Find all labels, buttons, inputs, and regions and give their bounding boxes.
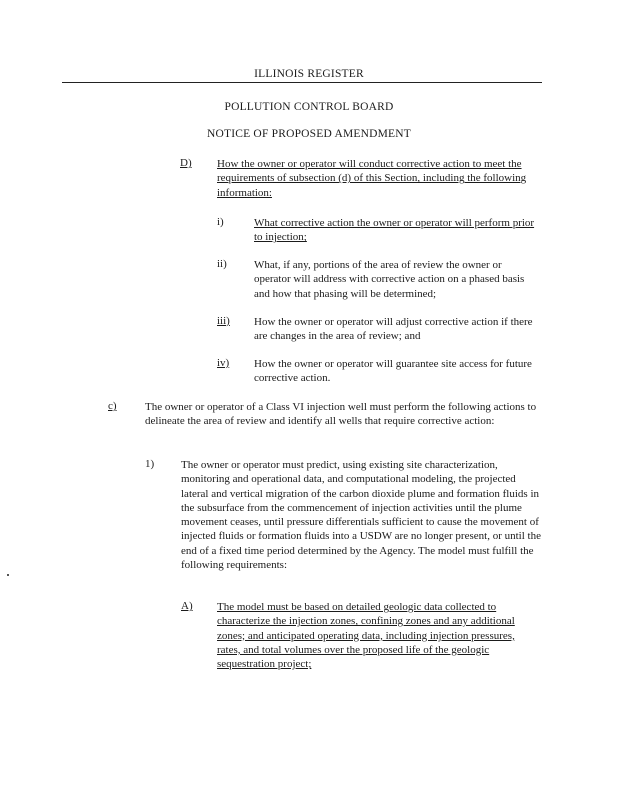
item-text-A: The model must be based on detailed geologic data collected to characterize the injection zones, confining zones and any additional zones; and anticipated operating data, including injection pressures, rates, and total volumes over the proposed life of the geologic sequestration project; (217, 601, 515, 671)
item-text-1: The owner or operator must predict, using existing site characterization, monitoring and operational data, and computational modeling, the projected lateral and vertical migration of the carbon dioxide plume and formation fluids in the subsurface from the commencement of injection activities until the plume movement ceases, until pressure differentials sufficient to cause the movement of injected fluids or formation fluids into a USDW are no longer present, or until the end of a fixed time period determined by the Agency. The model must fulfill the following requirements: (181, 459, 541, 572)
item-marker-1: 1) (145, 458, 155, 470)
item-text-c: The owner or operator of a Class VI injection well must perform the following actions to delineate the area of review and identify all wells that require corrective action: (145, 401, 537, 428)
register-title: ILLINOIS REGISTER (254, 68, 364, 80)
scan-speck (7, 574, 9, 576)
item-marker-D: D) (180, 157, 192, 169)
notice-title: NOTICE OF PROPOSED AMENDMENT (207, 128, 411, 140)
header-rule (62, 82, 542, 83)
item-text-D: How the owner or operator will conduct corrective action to meet the requirements of subsection (d) of this Section, including the following information: (217, 158, 527, 199)
item-text-iv: How the owner or operator will guarantee site access for future corrective action. (254, 358, 532, 385)
item-marker-c: c) (108, 400, 117, 412)
item-text-i: What corrective action the owner or operator will perform prior to injection; (254, 217, 535, 244)
item-marker-i: i) (217, 216, 224, 228)
item-text-iii: How the owner or operator will adjust corrective action if there are changes in the area of review; and (254, 316, 533, 343)
board-title: POLLUTION CONTROL BOARD (224, 101, 394, 113)
item-text-ii: What, if any, portions of the area of review the owner or operator will address with corrective action on a phased basis and how that phasing will be determined; (254, 259, 525, 300)
item-marker-A: A) (181, 600, 193, 612)
item-marker-ii: ii) (217, 258, 227, 270)
item-marker-iv: iv) (217, 357, 230, 369)
item-marker-iii: iii) (217, 315, 230, 327)
